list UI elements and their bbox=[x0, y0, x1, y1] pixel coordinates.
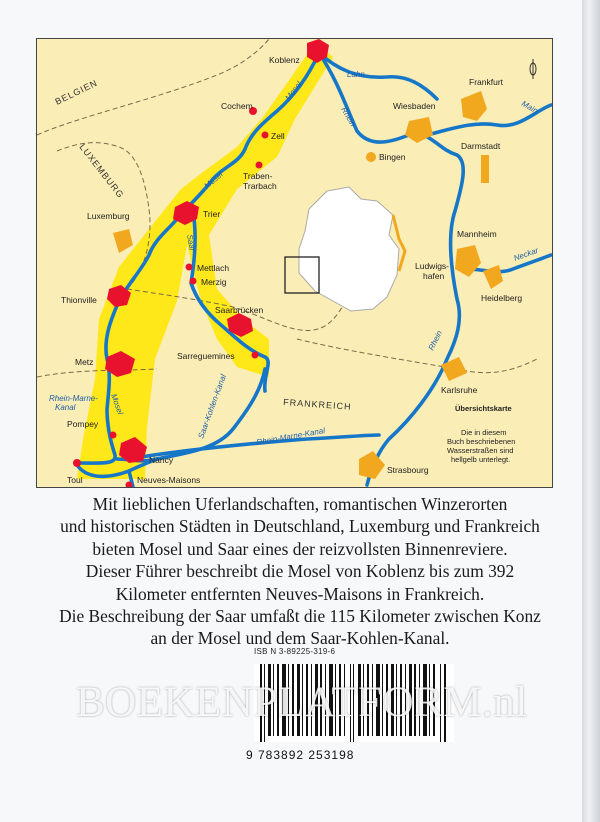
label-ludwigshafen-2: hafen bbox=[423, 271, 445, 281]
label-saarbruecken: Saarbrücken bbox=[215, 305, 264, 315]
label-belgium: BELGIEN bbox=[53, 77, 100, 107]
label-saar: Saar bbox=[185, 233, 197, 252]
label-mettlach: Mettlach bbox=[197, 263, 230, 273]
label-france: FRANKREICH bbox=[282, 397, 352, 412]
label-mannheim: Mannheim bbox=[457, 229, 497, 239]
watermark-text: BOEKENPLATFORM.nl bbox=[76, 679, 528, 726]
label-toul: Toul bbox=[67, 475, 83, 485]
label-lahn: Lahn bbox=[347, 70, 365, 79]
label-heidelberg: Heidelberg bbox=[481, 293, 523, 303]
north-arrow-icon bbox=[530, 59, 536, 79]
legend-title: Übersichtskarte bbox=[455, 404, 512, 413]
label-traben-2: Trarbach bbox=[243, 181, 277, 191]
label-mosel-north: Mosel bbox=[283, 79, 304, 103]
label-thionville: Thionville bbox=[61, 295, 97, 305]
legend-line-1: Die in diesem bbox=[461, 428, 507, 437]
blurb-line-3: bieten Mosel und Saar eines der reizvollsten Binnenreviere. bbox=[92, 538, 508, 559]
label-rhein-north: Rhein bbox=[339, 105, 358, 129]
label-neckar: Neckar bbox=[512, 245, 540, 263]
label-merzig: Merzig bbox=[201, 277, 227, 287]
label-rhein-marne-kanal-left-2: Kanal bbox=[55, 403, 76, 412]
legend-line-2: Buch beschriebenen bbox=[447, 437, 516, 446]
label-koblenz: Koblenz bbox=[269, 55, 300, 65]
label-darmstadt: Darmstadt bbox=[461, 141, 501, 151]
label-saar-kohlen-kanal: Saar-Kohlen-Kanal bbox=[196, 373, 228, 440]
label-metz: Metz bbox=[75, 357, 94, 367]
blurb-line-6: Die Beschreibung der Saar umfaßt die 115 Kilometer zwischen Konz bbox=[59, 606, 541, 627]
label-karlsruhe: Karlsruhe bbox=[441, 385, 478, 395]
label-cochem: Cochem bbox=[221, 101, 253, 111]
label-ludwigshafen-1: Ludwigs- bbox=[415, 261, 450, 271]
label-frankfurt: Frankfurt bbox=[469, 77, 504, 87]
label-luxembourg-city: Luxemburg bbox=[87, 211, 130, 221]
label-main: Main bbox=[520, 98, 540, 116]
map-legend bbox=[447, 404, 515, 464]
legend-line-4: hellgelb unterlegt. bbox=[451, 455, 511, 464]
label-pompey: Pompey bbox=[67, 419, 99, 429]
label-luxembourg: LUXEMBURG bbox=[77, 142, 126, 201]
blurb-line-7: an der Mosel und dem Saar-Kohlen-Kanal. bbox=[150, 628, 450, 649]
label-neuves-maisons: Neuves-Maisons bbox=[137, 475, 201, 485]
cover-edge bbox=[582, 0, 600, 822]
isbn-label: ISB N 3-89225-319-6 bbox=[254, 647, 336, 656]
map-svg bbox=[37, 39, 552, 487]
blurb-line-1: Mit lieblichen Uferlandschaften, romantischen Winzerorten bbox=[92, 494, 508, 514]
label-wiesbaden: Wiesbaden bbox=[393, 101, 436, 111]
label-rhein-marne-kanal: Rhein-Marne-Kanal bbox=[255, 426, 326, 447]
blurb-line-4: Dieser Führer beschreibt die Mosel von Koblenz bis zum 392 bbox=[85, 561, 515, 582]
label-rhein-marne-kanal-left-1: Rhein-Marne- bbox=[49, 394, 98, 403]
label-rhein-south: Rhein bbox=[426, 329, 444, 352]
back-cover-blurb bbox=[30, 493, 570, 650]
label-nancy: Nancy bbox=[149, 455, 174, 465]
overview-map bbox=[36, 38, 553, 488]
blurb-line-5: Kilometer entfernten Neuves-Maisons in Frankreich. bbox=[115, 583, 485, 604]
label-mosel-south: Mosel bbox=[109, 392, 125, 416]
label-strasbourg: Strasbourg bbox=[387, 465, 429, 475]
label-zell: Zell bbox=[271, 131, 285, 141]
label-traben-1: Traben- bbox=[243, 171, 273, 181]
legend-line-3: Wasserstraßen sind bbox=[447, 446, 514, 455]
label-trier: Trier bbox=[203, 209, 221, 219]
label-sarreguemines: Sarreguemines bbox=[177, 351, 235, 361]
label-bingen: Bingen bbox=[379, 152, 406, 162]
label-mosel-mid: Mosel bbox=[202, 169, 225, 191]
ean-number: 9 783892 253198 bbox=[246, 748, 355, 762]
blurb-line-2: und historischen Städten in Deutschland, Luxemburg und Frankreich bbox=[60, 516, 540, 537]
